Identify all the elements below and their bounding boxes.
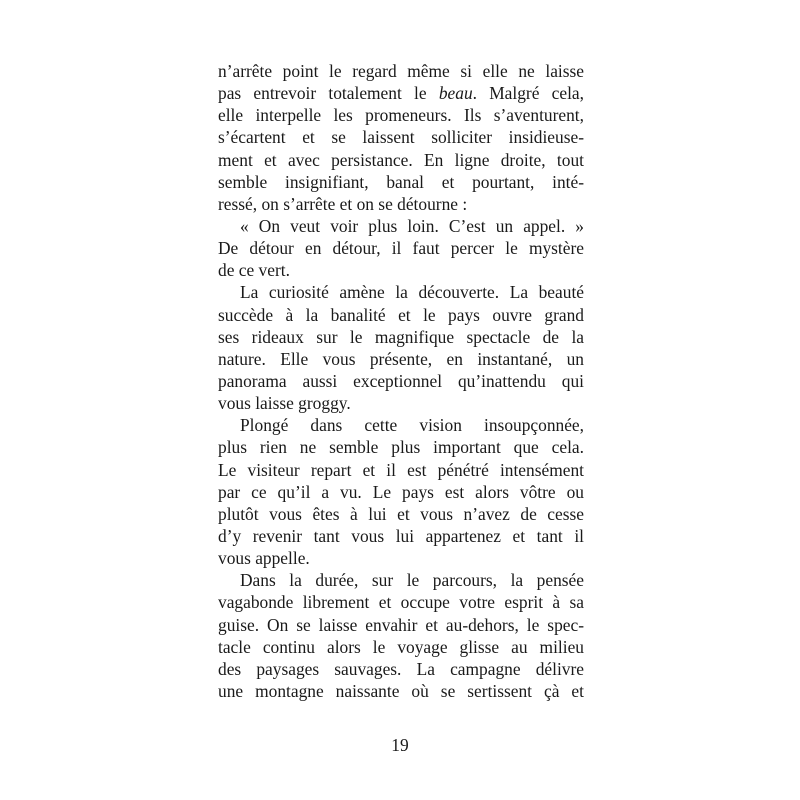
text-line: tacle continu alors le voyage glisse au milieu (218, 636, 584, 657)
text-line: plus rien ne semble plus important que cela. (218, 437, 584, 458)
text-line: par ce qu’il a vu. Le pays est alors vôtre ou (218, 481, 584, 502)
text-line: La curiosité amène la découverte. La beauté (240, 282, 584, 303)
text-line: De détour en détour, il faut percer le mystère (218, 238, 584, 259)
text-line: succède à la banalité et le pays ouvre grand (218, 304, 584, 325)
text-line: panorama aussi exceptionnel qu’inattendu qui (218, 370, 584, 391)
text-line: une montagne naissante où se sertissent çà et (218, 680, 584, 701)
text-line: ment et avec persistance. En ligne droite, tout (218, 149, 584, 170)
page-number: 19 (391, 735, 409, 755)
text-line: ressé, on s’arrête et on se détourne : (218, 193, 468, 214)
italic-word: beau (438, 83, 473, 104)
text-line: semble insignifiant, banal et pourtant, inté- (218, 171, 584, 192)
text-line: ses rideaux sur le magnifique spectacle de la (218, 326, 584, 347)
text-line: Plongé dans cette vision insoupçonnée, (240, 415, 584, 436)
text-line: plutôt vous êtes à lui et vous n’avez de cesse (218, 503, 584, 524)
text-line: des paysages sauvages. La campagne délivre (218, 658, 584, 679)
text-line: elle interpelle les promeneurs. Ils s’aventurent, (218, 105, 584, 126)
text-line: vous appelle. (218, 548, 310, 569)
body-text (218, 60, 584, 702)
text-line: Le visiteur repart et il est pénétré intensément (218, 459, 584, 480)
text-line: d’y revenir tant vous lui appartenez et tant il (218, 525, 584, 546)
text-segment: . Malgré cela, (472, 83, 584, 104)
text-line: Dans la durée, sur le parcours, la pensée (240, 570, 584, 591)
text-line: guise. On se laisse envahir et au-dehors, le spec- (218, 614, 584, 635)
text-line: vous laisse groggy. (218, 393, 351, 414)
text-segment: pas entrevoir totalement le (218, 83, 439, 104)
text-line: de ce vert. (218, 260, 290, 281)
text-line: « On veut voir plus loin. C’est un appel. » (240, 215, 584, 236)
text-line (218, 82, 584, 104)
text-line: s’écartent et se laissent solliciter insidieuse- (218, 127, 584, 148)
text-line: n’arrête point le regard même si elle ne laisse (218, 61, 584, 81)
text-line: nature. Elle vous présente, en instantané, un (218, 348, 584, 369)
text-line: vagabonde librement et occupe votre esprit à sa (218, 592, 584, 613)
